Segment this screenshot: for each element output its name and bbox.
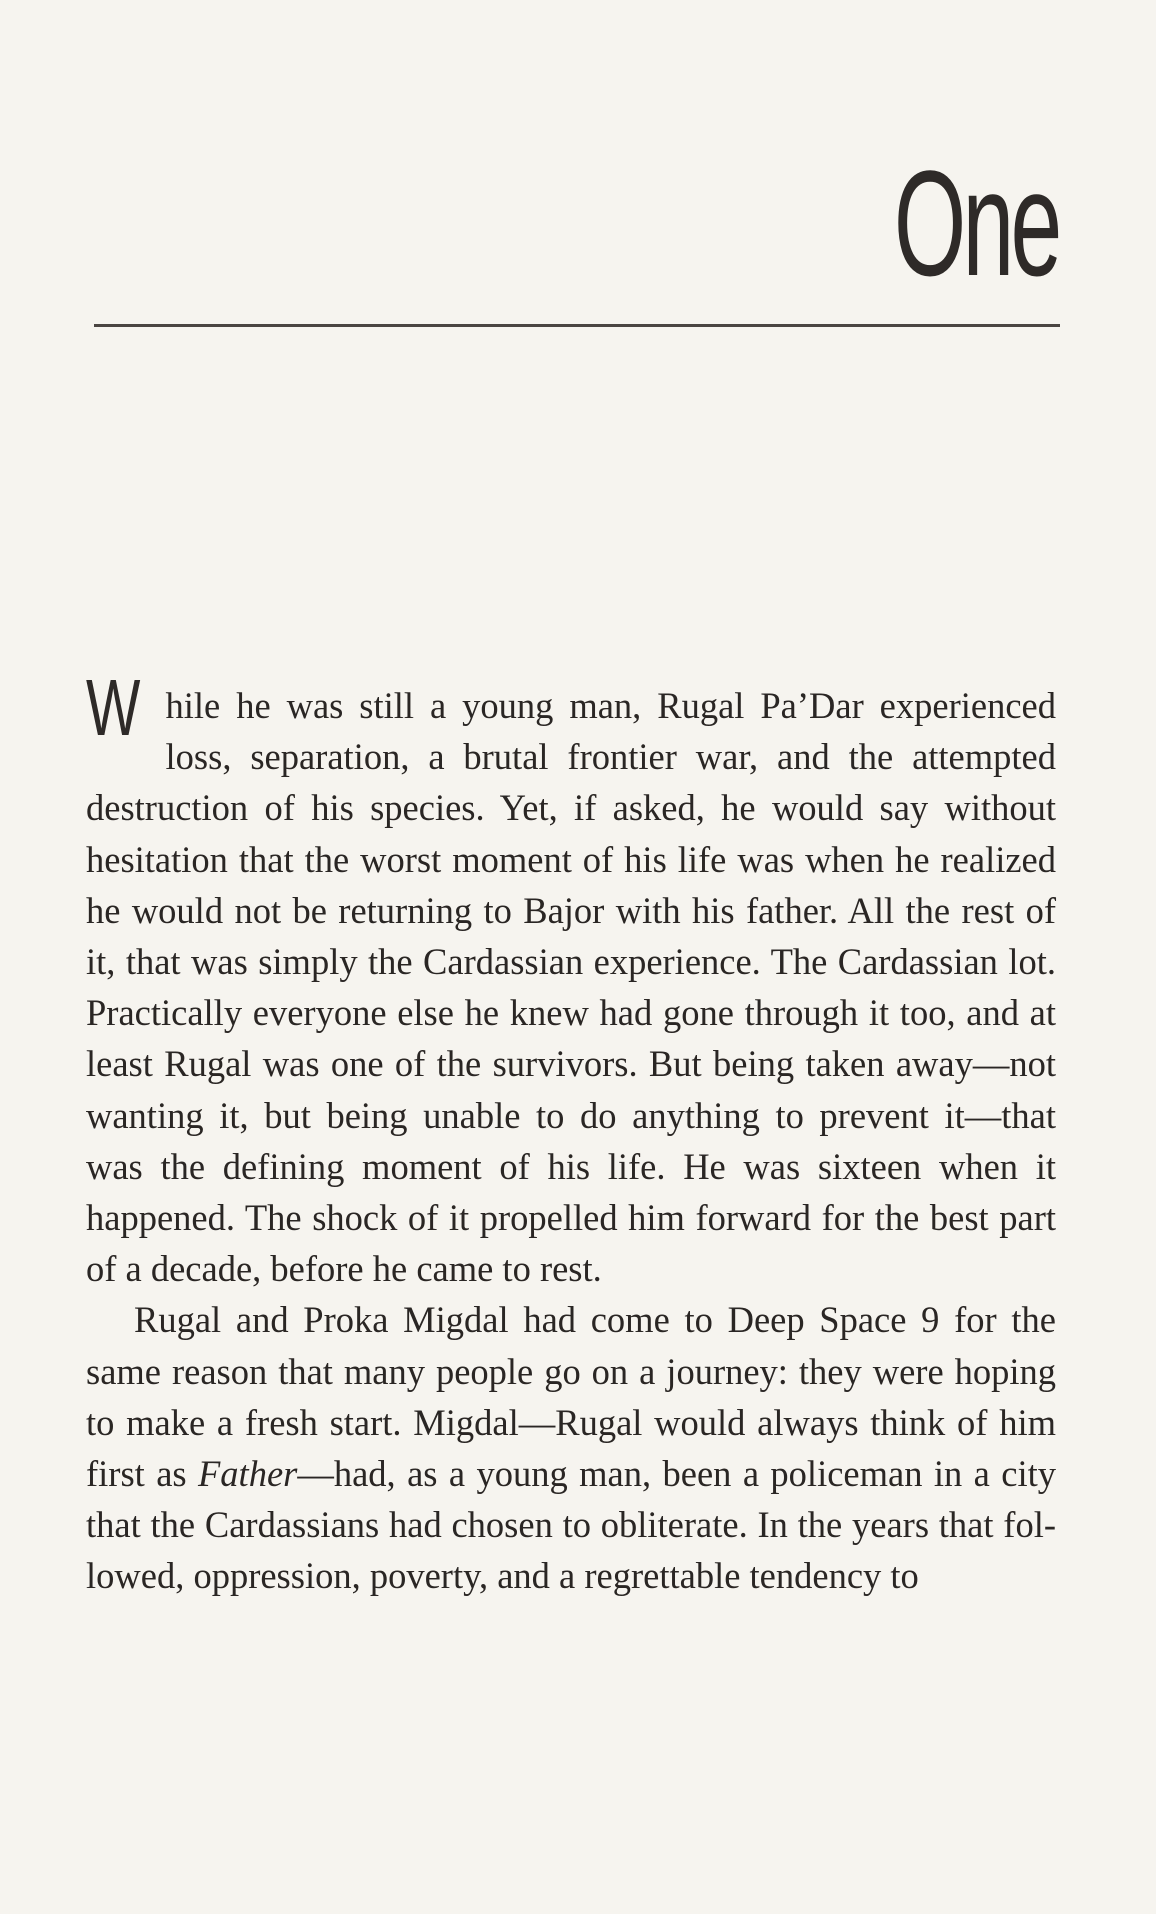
paragraph-2 bbox=[86, 1294, 1056, 1601]
paragraph-2-text-a: Rugal and Proka Migdal had come to Deep Space 9 for the same reason that many people go on a journey: they were hoping to make a fresh start. Migdal—Rugal would always think of him first as bbox=[86, 1299, 1056, 1495]
drop-cap: W bbox=[86, 663, 141, 752]
paragraph-1 bbox=[86, 663, 1056, 1294]
chapter-title: One bbox=[894, 139, 1059, 307]
body-text bbox=[86, 663, 1056, 1602]
paragraph-1-text: hile he was still a young man, Rugal Pa’Dar experienced loss, separation, a brutal frontier war, and the attempted destruction of his species. Yet, if asked, he would say without hesitation that the worst moment of his life was when he realized he would not be returning to Bajor with his father. All the rest of it, that was simply the Cardassian experience. The Cardassian lot. Practically everyone else he knew had gone through it too, and at least Rugal was one of the survivors. But being taken away—not wanting it, but being unable to do anything to prevent it—that was the defining moment of his life. He was sixteen when it happened. The shock of it propelled him forward for the best part of a decade, before he came to rest. bbox=[86, 685, 1056, 1290]
paragraph-2-text-b: —had, as a young man, been a policeman in a city that the Cardassians had chosen to obliterate. In the years that followed, oppression, poverty, and a regrettable tendency to bbox=[86, 1453, 1056, 1597]
paragraph-2-emphasis: Father bbox=[198, 1453, 298, 1495]
chapter-divider bbox=[94, 324, 1060, 327]
